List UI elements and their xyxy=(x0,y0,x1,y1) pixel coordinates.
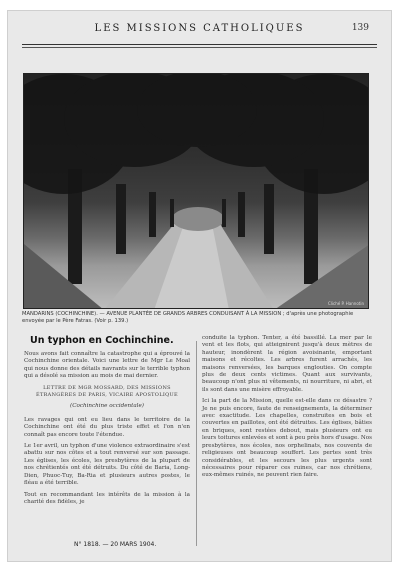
header-rule-thin xyxy=(22,47,377,48)
article-byline: LETTRE DE MGR MOSSARD, DES MISSIONS ÉTRANGÈRES DE PARIS, VICAIRE APOSTOLIQUE xyxy=(36,384,178,399)
right-paragraph: Ici la part de la Mission, quelle est-elle dans ce désastre ? Je ne puis encore, faute de renseignements, la déterminer avec exactitude. Les chapelles, construites en bois et couvertes en paillotes, ont été détruites. Les églises, bâties en briques, sont restées debout, mais plusieurs ont eu leurs toitures enlevées et sont à peu près hors d'usage. Nos presbytères, nos écoles, nos orphelinats, nos couvents de religieuses ont beaucoup souffert. Les pertes sont très considérables, et les secours les plus urgents sont nécessaires pour réparer ces ruines, car nos chrétiens, eux-mêmes ruinés, ne peuvent rien faire. xyxy=(202,398,372,479)
photo-credit: Cliché P. Hannotin xyxy=(327,301,364,306)
article-intro: Nous avons fait connaître la catastrophe qui a éprouvé la Cochinchine orientale. Voici une lettre de Mgr Le Moal qui nous donne des détails navrants sur le terrible typhon qui a désolé sa mission au mois de mai dernier. xyxy=(24,351,190,380)
left-paragraph: Le 1er avril, un typhon d'une violence extraordinaire s'est abattu sur nos côtes et a tout renversé sur son passage. Les églises, les écoles, les presbytères de la plupart de nos chrétientés ont été détruits. Du côté de Baria, Long-Dien, Phuoc-Tuy, Ba-Ria et plusieurs autres postes, le fléau a été terrible. xyxy=(24,443,190,487)
journal-title: LES MISSIONS CATHOLIQUES xyxy=(94,23,305,34)
left-column xyxy=(24,351,190,510)
photo-illustration xyxy=(24,74,369,309)
left-paragraph: Tout en recommandant les intérêts de la mission à la charité des fidèles, je xyxy=(24,491,190,505)
article-byline-sub: (Cochinchine occidentale) xyxy=(70,403,144,410)
left-paragraph: Les ravages qui ont eu lieu dans le territoire de la Cochinchine ont été du plus triste effet et l'on n'en connaît pas encore toute l'étendue. xyxy=(24,416,190,438)
column-divider xyxy=(196,341,197,546)
issue-footer: N° 1818. — 20 MARS 1904. xyxy=(74,541,157,548)
article-title: Un typhon en Cochinchine. xyxy=(30,335,174,346)
right-column xyxy=(202,335,372,484)
page-number: 139 xyxy=(351,23,369,33)
running-header xyxy=(8,20,391,42)
photo-caption: MANDARINS (COCHINCHINE). — AVENUE PLANTÉE DE GRANDS ARBRES CONDUISANT À LA MISSION ; d'après une photographie envoyée par le Père Fatras. (Voir p. 139.) xyxy=(22,311,354,324)
photograph-tree-avenue xyxy=(23,73,369,309)
magazine-page xyxy=(7,10,392,562)
right-paragraph: conduite la typhon. Tenter, a été bassillé. La mer par le vent et les flots, qui atteignirent jusqu'à deux mètres de hauteur, inondèrent la région avoisinante, emportant maisons et récoltes. Les arbres furent arrachés, les maisons renversées, les barques englouties. On compte plus de deux cents victimes. Quant aux survivants, beaucoup n'ont plus ni vêtements, ni nourriture, ni abri, et ils sont dans une misère effroyable. xyxy=(202,335,372,393)
header-rule xyxy=(22,44,377,45)
